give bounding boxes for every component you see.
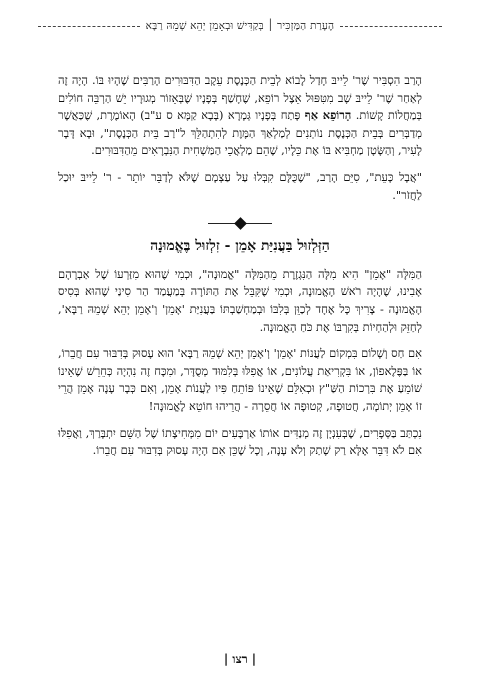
paragraph-but-now bbox=[58, 169, 422, 204]
paragraph-written-in-books bbox=[58, 425, 422, 460]
running-head-dash-left bbox=[38, 26, 140, 27]
paragraph-rabbi-explained bbox=[58, 72, 422, 160]
paragraph-amen-meaning bbox=[58, 266, 422, 336]
page-number: | רצו | bbox=[223, 652, 257, 666]
divider-diamond-icon bbox=[234, 217, 247, 230]
running-head-text: הֶעָרַת הַמַּזְכִּיר ׀ בְּקַדִּישׁ וּבְאָמֵן יְהֵא שְׁמֵהּ רַבָּא bbox=[145, 20, 335, 32]
paragraph-if-busy bbox=[58, 345, 422, 415]
paragraph-bold-phrase: הָרוֹפֵא אַף bbox=[304, 108, 352, 123]
paragraph-text: אִם חַס וְשָׁלוֹם בִּמְקוֹם לַעֲנוֹת 'אָמֵן' וְ'אָמֵן יְהֵא שְׁמֵהּ רַבָּא' הוּא עָסוּק בְּדִבּוּר עִם חֲבֵרוֹ, אוֹ בַּפֶּלֶאפוֹן, אוֹ בִּקְרִיאַת עֲלוֹנִים, אוֹ אֲפִלּוּ בְּלִמּוּד מְסֻדָּר, וּמִכָּח זֶה נִהְיָה כְּחֵרֵשׁ שֶׁאֵינוֹ שׁוֹמֵעַ אֶת בִּרְכוֹת הַשַּׁ"ץ וּכְאִלֵּם שֶׁאֵינוֹ פּוֹתֵחַ פִּיו לַעֲנוֹת אָמֵן, וְאִם כְּבָר עָנָה אָמֵן הֲרֵי זוֹ אָמֵן יְתוֹמָה, חֲטוּפָה, קְטוּפָה אוֹ חֲסֵרָה - הֲרֵיהוּ חוֹטֵא לֶאֱמוּנָה! bbox=[58, 346, 422, 413]
running-head-dash-right bbox=[340, 26, 442, 27]
paragraph-text: הַמִּלָּה "אָמֵן" הִיא מִלָּה הַנִּגְזֶרֶת מֵהַמִּלָּה "אֱמוּנָה", וּכְמִי שֶׁהוּא מִזַּרְעוֹ שֶׁל אַבְרָהָם אָבִינוּ, שֶׁהָיָה רֹאשׁ הָאֱמוּנָה, וּכְמִי שֶׁקִּבֵּל אֶת הַתּוֹרָה בְּמַעֲמַד הַר סִינַי שֶׁהוּא בְּסִיס הָאֱמוּנָה - צָרִיךְ כָּל אֶחָד לְכַוֵּן בְּלִבּוֹ וּבְמַחְשַׁבְתּוֹ בַּעֲנִיַּת 'אָמֵן' וְ'אָמֵן יְהֵא שְׁמֵהּ רַבָּא', לְחַזֵּק וּלְהַחְיוֹת בְּקִרְבּוֹ אֶת כֹּחַ הָאֱמוּנָה. bbox=[58, 266, 422, 334]
paragraph-text-continued: פָּתַח בְּפָנָיו גְּמָרָא (בָּבָא קַמָּא ס ע"ב) הָאוֹמֶרֶת, שֶׁכַּאֲשֶׁר מְדַבְּרִים בְּבֵית הַכְּנֶסֶת נוֹתְנִים לְמַלְאַךְ הַמָּוֶת לְהִתְהַלֵּךְ ל"רַב בֵּית הַכְּנֶסֶת", וּבָא דָּבָר לָעִיר, וְהַשָּׂטָן מַחְבִּיא בּוֹ אֶת כֵּלָיו, שֶׁהֵם מַלְאֲכֵי הַמַּשְׁחִית הַנִּבְרָאִים מֵהַדִּבּוּרִים. bbox=[58, 108, 422, 158]
section-title: הַזְּלְזוּל בַּעֲנִיַּת אָמֵן - זִלְזוּל בֶּאֱמוּנָה bbox=[150, 238, 330, 255]
paragraph-text: הָרַב הִסְבִּיר שֶׁר' לֵייבּ חָדַל לָבוֹא לְבֵית הַכְּנֶסֶת עֵקֶב הַדִּבּוּרִים הָרַבִּים שֶׁהָיוּ בּוֹ. הָיָה זֶה לְאַחַר שֶׁר' לֵייבּ שָׁב מִטִּפּוּל אֵצֶל רוֹפֵא, שֶׁחָשַׁף בְּפָנָיו שֶׁבְּאֵזוֹר מְגוּרָיו יֵשׁ הַרְבֵּה חוֹלִים בְּמַחֲלוֹת קָשׁוֹת. bbox=[58, 73, 422, 123]
paragraph-text: "אֲבָל כָּעֵת", סִיֵּם הָרַב, "שֶׁכֻּלָּם קִבְּלוּ עַל עַצְמָם שֶׁלֹּא לְדַבֵּר יוֹתֵר - ר' לֵייבּ יוּכַל לַחֲזֹר". bbox=[58, 169, 422, 202]
section-divider bbox=[58, 214, 422, 232]
body-text bbox=[58, 72, 422, 469]
running-head bbox=[38, 20, 442, 32]
paragraph-text: נִכְתַּב בַּסְּפָרִים, שֶׁבְּעִנְיָן זֶה מְנַדִּים אוֹתוֹ אַרְבָּעִים יוֹם מִמְּחִיצָתוֹ שֶׁל הַשֵּׁם יִתְבָּרַךְ, וַאֲפִלּוּ אִם לֹא דִּבֵּר אֶלָּא רַק שָׁתַק וְלֹא עָנָה, וְכָל שֶׁכֵּן אִם הָיָה עָסוּק בְּדִבּוּר עִם חֲבֵרוֹ. bbox=[58, 425, 422, 458]
